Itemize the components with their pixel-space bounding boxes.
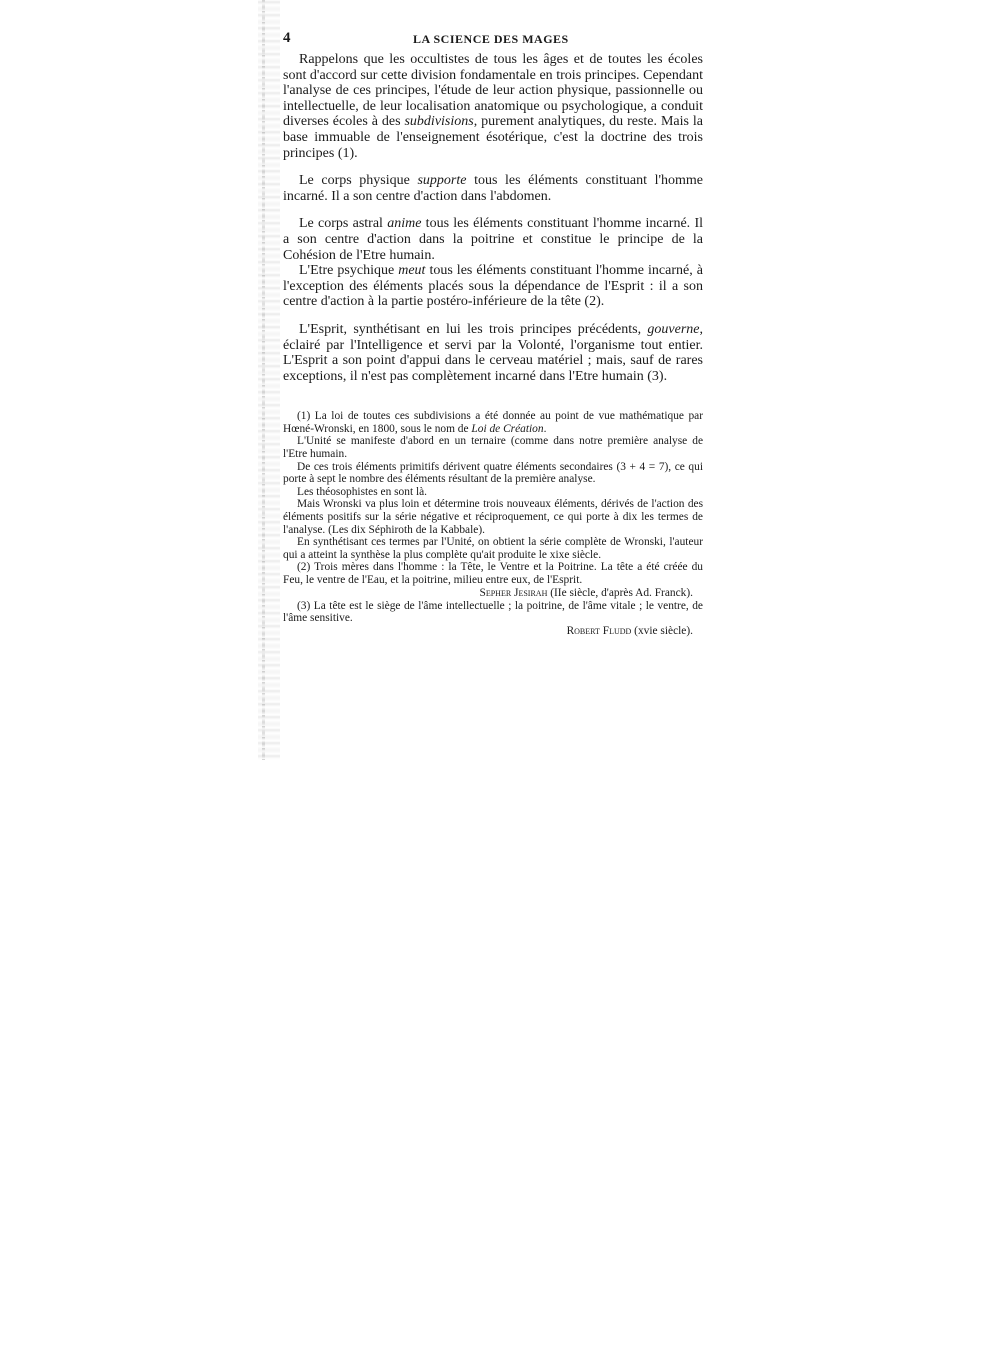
- body-text: [283, 52, 703, 384]
- footnote: (1) La loi de toutes ces subdivisions a été donnée au point de vue mathématique par Hœné-Wronski, en 1800, sous le nom de Loi de Création.: [283, 410, 703, 435]
- footnote: Mais Wronski va plus loin et détermine trois nouveaux éléments, dérivés de l'action des éléments positifs sur la série négative et réciproquement, ce qui porte à dix les termes de l'analyse. (Les dix Séphiroth de la Kabbale).: [283, 498, 703, 536]
- footnote: En synthétisant ces termes par l'Unité, on obtient la série complète de Wronski, l'auteur qui a atteint la synthèse la plus complète qu'ait produite le xixe siècle.: [283, 536, 703, 561]
- attribution-detail: (IIe siècle, d'après Ad. Franck).: [550, 586, 693, 599]
- running-head: [283, 30, 703, 50]
- attribution-author: Sepher Jesirah: [479, 586, 548, 599]
- footnote-attribution: [283, 625, 703, 638]
- running-title: LA SCIENCE DES MAGES: [413, 32, 569, 46]
- paragraph: Le corps physique supporte tous les éléments constituant l'homme incarné. Il a son centre d'action dans l'abdomen.: [283, 173, 703, 204]
- paragraph: L'Etre psychique meut tous les éléments constituant l'homme incarné, à l'exception des éléments placés sous la dépendance de l'Esprit : il a son centre d'action à la partie postéro-inférieure de la tête (2).: [283, 263, 703, 310]
- page-number: 4: [283, 30, 291, 46]
- footnote: Les théosophistes en sont là.: [297, 485, 428, 498]
- footnote: (2) Trois mères dans l'homme : la Tête, le Ventre et la Poitrine. La tête a été créée du Feu, le ventre de l'Eau, et la poitrine, milieu entre eux, de l'Esprit.: [283, 561, 703, 586]
- footnote: L'Unité se manifeste d'abord en un ternaire (comme dans notre première analyse de l'Etre humain.: [283, 435, 703, 461]
- footnote-attribution: [283, 587, 703, 600]
- footnotes: [283, 410, 703, 638]
- paragraph: Le corps astral anime tous les éléments constituant l'homme incarné. Il a son centre d'action dans la poitrine et constitue le principe de la Cohésion de l'Etre humain.: [283, 216, 703, 263]
- paragraph: L'Esprit, synthétisant en lui les trois principes précédents, gouverne, éclairé par l'Intelligence et servi par la Volonté, l'organisme tout entier. L'Esprit a son point d'appui dans le cerveau matériel ; mais, sauf de rares exceptions, il n'est pas complètement incarné dans l'Etre humain (3).: [283, 321, 703, 384]
- attribution-detail: (xvie siècle).: [634, 624, 693, 637]
- footnote: (3) La tête est le siège de l'âme intellectuelle ; la poitrine, de l'âme vitale ; le ventre, de l'âme sensitive.: [283, 599, 703, 625]
- paragraph: Rappelons que les occultistes de tous les âges et de toutes les écoles sont d'accord sur cette division fondamentale en trois principes. Cependant l'analyse de ces principes, l'étude de leur action physique, passionnelle ou intellectuelle, de leur localisation anatomique ou psychologique, a conduit diverses écoles à des subdivisions, purement analytiques, du reste. Mais la base immuable de l'enseignement ésotérique, c'est la doctrine des trois principes (1).: [283, 52, 703, 161]
- book-page: [283, 30, 703, 638]
- footnote: De ces trois éléments primitifs dérivent quatre éléments secondaires (3 + 4 = 7), ce qui porte à sept le nombre des éléments résultant de la première analyse.: [283, 460, 703, 486]
- scan-edge-shadow: [258, 0, 280, 760]
- attribution-author: Robert Fludd: [566, 624, 632, 637]
